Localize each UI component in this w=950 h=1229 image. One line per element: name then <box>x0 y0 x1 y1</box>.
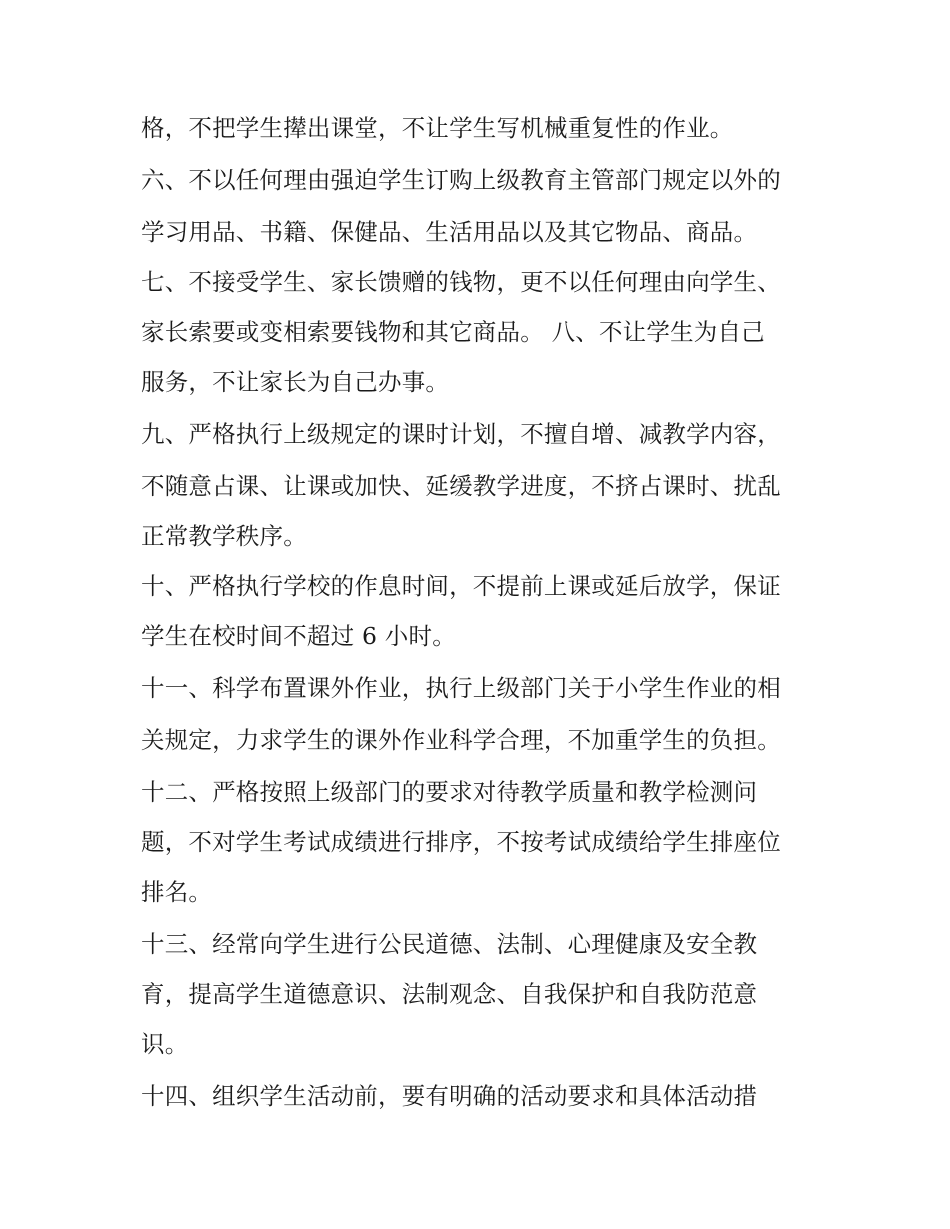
text-line: 九、严格执行上级规定的课时计划，不擅自增、减教学内容， <box>141 420 781 448</box>
text-line: 十四、组织学生活动前，要有明确的活动要求和具体活动措 <box>141 1082 758 1110</box>
text-line: 家长索要或变相索要钱物和其它商品。 八、不让学生为自己 <box>141 318 765 346</box>
text-line: 关规定，力求学生的课外作业科学合理，不加重学生的负担。 <box>141 726 781 754</box>
text-line: 十一、科学布置课外作业，执行上级部门关于小学生作业的相 <box>141 674 781 702</box>
text-line: 育，提高学生道德意识、法制观念、自我保护和自我防范意 <box>141 980 758 1008</box>
text-line: 学习用品、书籍、保健品、生活用品以及其它物品、商品。 <box>141 218 758 246</box>
text-line: 排名。 <box>141 878 213 906</box>
text-line: 十三、经常向学生进行公民道德、法制、心理健康及安全教 <box>141 930 758 958</box>
text-line: 六、不以任何理由强迫学生订购上级教育主管部门规定以外的 <box>141 166 781 194</box>
text-line: 题，不对学生考试成绩进行排序，不按考试成绩给学生排座位 <box>141 828 781 856</box>
text-line: 十、严格执行学校的作息时间，不提前上课或延后放学，保证 <box>141 572 781 600</box>
text-line: 服务，不让家长为自己办事。 <box>141 368 450 396</box>
text-line: 十二、严格按照上级部门的要求对待教学质量和教学检测问 <box>141 778 758 806</box>
text-line: 七、不接受学生、家长馈赠的钱物，更不以任何理由向学生、 <box>141 268 781 296</box>
text-line: 识。 <box>141 1030 189 1058</box>
text-line: 不随意占课、让课或加快、延缓教学进度，不挤占课时、扰乱 <box>141 472 781 500</box>
text-line: 格，不把学生撵出课堂，不让学生写机械重复性的作业。 <box>141 114 734 142</box>
text-line: 学生在校时间不超过 6 小时。 <box>141 622 456 650</box>
text-line: 正常教学秩序。 <box>141 522 307 550</box>
